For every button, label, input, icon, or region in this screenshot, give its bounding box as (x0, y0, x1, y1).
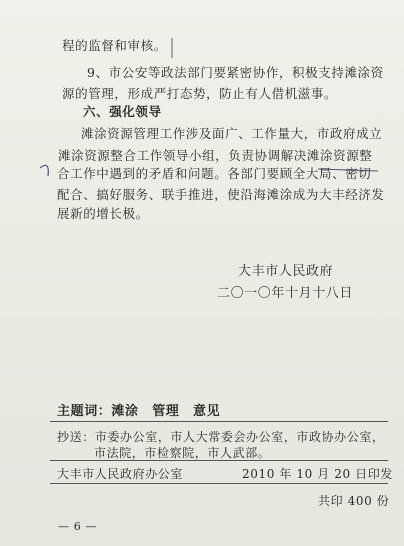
cc-line-1 (57, 428, 385, 445)
keywords: 主题词：滩涂 管理 意见 (57, 404, 221, 419)
body-line-1: 程的监督和审核。 (62, 38, 167, 53)
copies: 共印 400 份 (318, 494, 390, 508)
cc-recipients-1: 市委办公室，市人大常委会办公室，市政协办公室， (94, 430, 385, 444)
cc-label: 抄送： (57, 430, 95, 444)
footer-rule-mid (50, 460, 388, 461)
footer-rule-bottom (50, 483, 388, 484)
body-line-5: 滩涂资源管理工作涉及面广、工作量大，市政府成立 (81, 126, 383, 141)
body-line-7: 合工作中遇到的矛盾和问题。各部门要顾全大局、密切 (57, 166, 372, 181)
footer-rule-top (50, 421, 388, 422)
signature-org: 大丰市人民政府 (238, 264, 334, 279)
issue-date: 2010 年 10 月 20 日印发 (242, 467, 393, 481)
body-line-9: 展新的增长极。 (57, 206, 149, 221)
section-heading: 六、强化领导 (83, 104, 162, 119)
body-line-3: 源的管理，形成严打态势，防止有人借机滋事。 (62, 86, 338, 101)
body-line-6: 滩涂资源整合工作领导小组，负责协调解决滩涂资源整 (58, 148, 373, 163)
body-line-2: 9、市公安等政法部门要紧密协作，积极支持滩涂资 (87, 65, 384, 80)
issuer: 大丰市人民政府办公室 (57, 467, 184, 481)
signature-date: 二〇一〇年十月十八日 (217, 286, 354, 301)
page-number: — 6 — (58, 520, 97, 533)
cc-line-2: 市法院，市检察院，市人武部。 (94, 446, 271, 460)
body-line-8: 配合、搞好服务、联手推进，使沿海滩涂成为大丰经济发 (57, 187, 385, 202)
